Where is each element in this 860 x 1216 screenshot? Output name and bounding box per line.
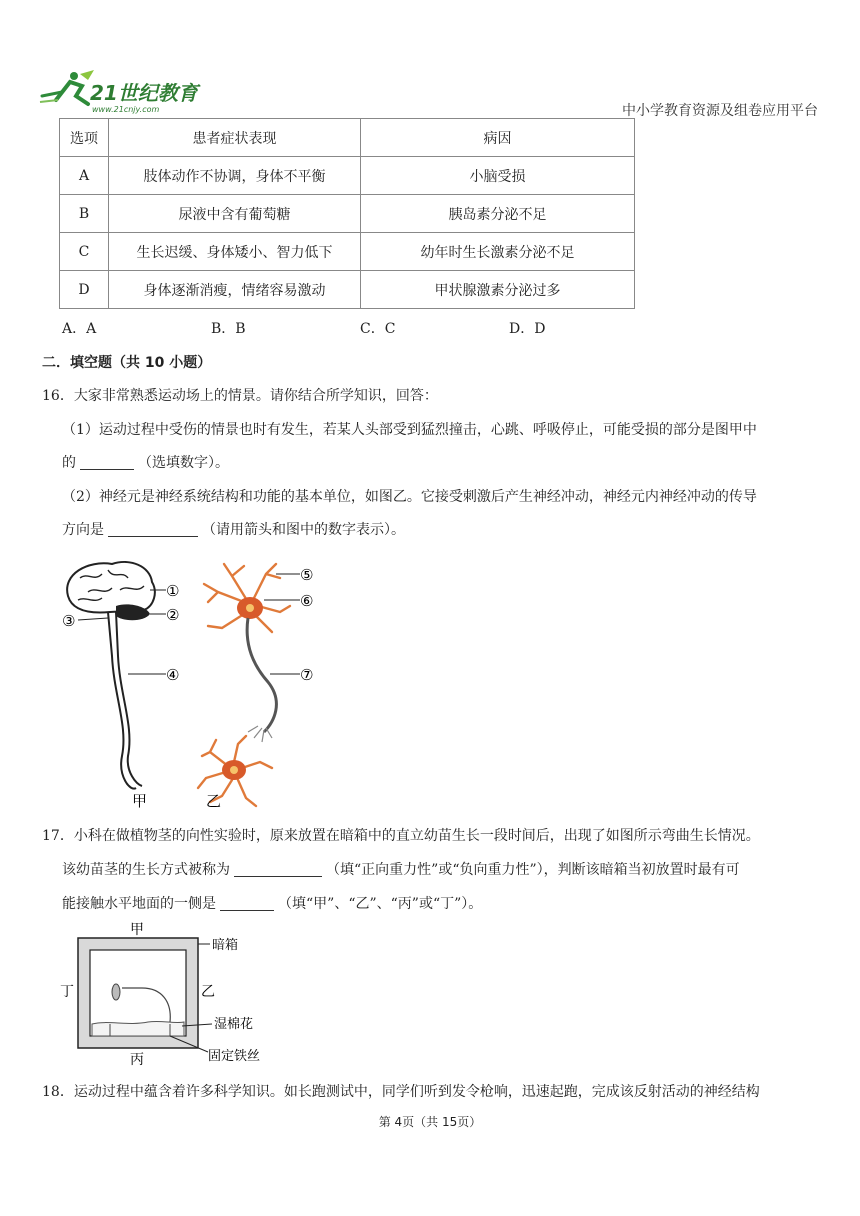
q17-blank-1[interactable]	[234, 862, 322, 877]
platform-name: 中小学教育资源及组卷应用平台	[622, 103, 818, 119]
q16-blank-1[interactable]	[80, 455, 134, 470]
q17-line1: 17．小科在做植物茎的向性实验时，原来放置在暗箱中的直立幼苗生长一段时间后，出现了如图所示弯曲生长情况。	[42, 828, 760, 844]
q16-part2-line1: （2）神经元是神经系统结构和功能的基本单位，如图乙。它接受刺激后产生神经冲动，神经元内神经冲动的传导	[62, 489, 757, 505]
table-cell: B	[60, 195, 109, 233]
label-6: ⑥	[300, 592, 314, 610]
table-cell: A	[60, 157, 109, 195]
q16-part1-line1: （1）运动过程中受伤的情景也时有发生，若某人头部受到猛烈撞击，心跳、呼吸停止，可能受损的部分是图甲中	[62, 422, 757, 438]
nervous-system-figure	[58, 556, 328, 812]
choice-b: B．B	[211, 321, 246, 337]
table-cell: C	[60, 233, 109, 271]
side-jia: 甲	[130, 922, 144, 938]
q17-blank-2[interactable]	[220, 896, 274, 911]
q16-stem: 16．大家非常熟悉运动场上的情景。请你结合所学知识，回答：	[42, 388, 438, 404]
q16-part1-line2	[62, 453, 229, 473]
label-7: ⑦	[300, 666, 314, 684]
logo-url: www.21cnjy.com	[92, 105, 160, 114]
page-footer: 第 4页（共 15页）	[378, 1115, 482, 1129]
table-cell: D	[60, 271, 109, 309]
header-cell: 患者症状表现	[109, 119, 361, 157]
label-4: ④	[166, 666, 180, 684]
label-1: ①	[166, 582, 180, 600]
answer-choices	[62, 318, 658, 338]
q16-part1-suffix: （选填数字）。	[138, 455, 229, 471]
choice-d: D．D	[509, 321, 546, 337]
q17-line2-prefix: 该幼苗茎的生长方式被称为	[62, 862, 230, 878]
symptom-table	[59, 118, 635, 309]
side-yi: 乙	[201, 984, 215, 1000]
table-cell: 幼年时生长激素分泌不足	[361, 233, 635, 271]
table-cell: 身体逐渐消瘦，情绪容易激动	[109, 271, 361, 309]
table-cell: 甲状腺激素分泌过多	[361, 271, 635, 309]
table-row	[60, 271, 635, 309]
table-header-row	[60, 119, 635, 157]
side-bing: 丙	[130, 1052, 144, 1068]
q17-line3-suffix: （填“甲”、“乙”、“丙”或“丁”）。	[278, 896, 483, 912]
logo-text: 21世纪教育	[90, 81, 198, 105]
q16-part2-line2	[62, 520, 405, 540]
table-row	[60, 157, 635, 195]
table-row	[60, 195, 635, 233]
seedling-leaf-icon	[112, 984, 120, 1000]
q17-line3	[62, 894, 482, 914]
caption-yi: 乙	[206, 792, 222, 810]
header-cell: 选项	[60, 119, 109, 157]
q18-line1: 18．运动过程中蕴含着许多科学知识。如长跑测试中，同学们听到发令枪响，迅速起跑，完成该反射活动的神经结构	[42, 1084, 760, 1100]
brain-diagram	[67, 562, 155, 789]
label-5: ⑤	[300, 566, 314, 584]
choice-c: C．C	[360, 321, 396, 337]
table-cell: 胰岛素分泌不足	[361, 195, 635, 233]
q16-part2-prefix: 方向是	[62, 522, 104, 538]
q16-part2-suffix: （请用箭头和图中的数字表示）。	[202, 522, 405, 538]
header-cell: 病因	[361, 119, 635, 157]
table-cell: 生长迟缓、身体矮小、智力低下	[109, 233, 361, 271]
label-2: ②	[166, 606, 180, 624]
q17-line2	[62, 860, 740, 880]
q17-line3-prefix: 能接触水平地面的一侧是	[62, 896, 216, 912]
label-wet-cotton: 湿棉花	[214, 1017, 254, 1032]
section-title: 二．填空题（共 10 小题）	[42, 355, 212, 371]
dark-box-figure	[58, 922, 274, 1068]
q16-blank-2[interactable]	[108, 522, 198, 537]
label-dark-box: 暗箱	[212, 938, 239, 953]
table-cell: 小脑受损	[361, 157, 635, 195]
choice-a: A．A	[62, 321, 97, 337]
label-iron-wire: 固定铁丝	[208, 1049, 261, 1064]
q16-part1-prefix: 的	[62, 455, 76, 471]
label-3: ③	[62, 612, 76, 630]
table-cell: 肢体动作不协调，身体不平衡	[109, 157, 361, 195]
caption-jia: 甲	[132, 792, 148, 810]
site-logo	[36, 70, 206, 114]
table-cell: 尿液中含有葡萄糖	[109, 195, 361, 233]
q17-line2-suffix: （填“正向重力性”或“负向重力性”），判断该暗箱当初放置时最有可	[326, 862, 740, 878]
runner-icon	[40, 70, 94, 104]
table-row	[60, 233, 635, 271]
side-ding: 丁	[60, 984, 74, 1000]
